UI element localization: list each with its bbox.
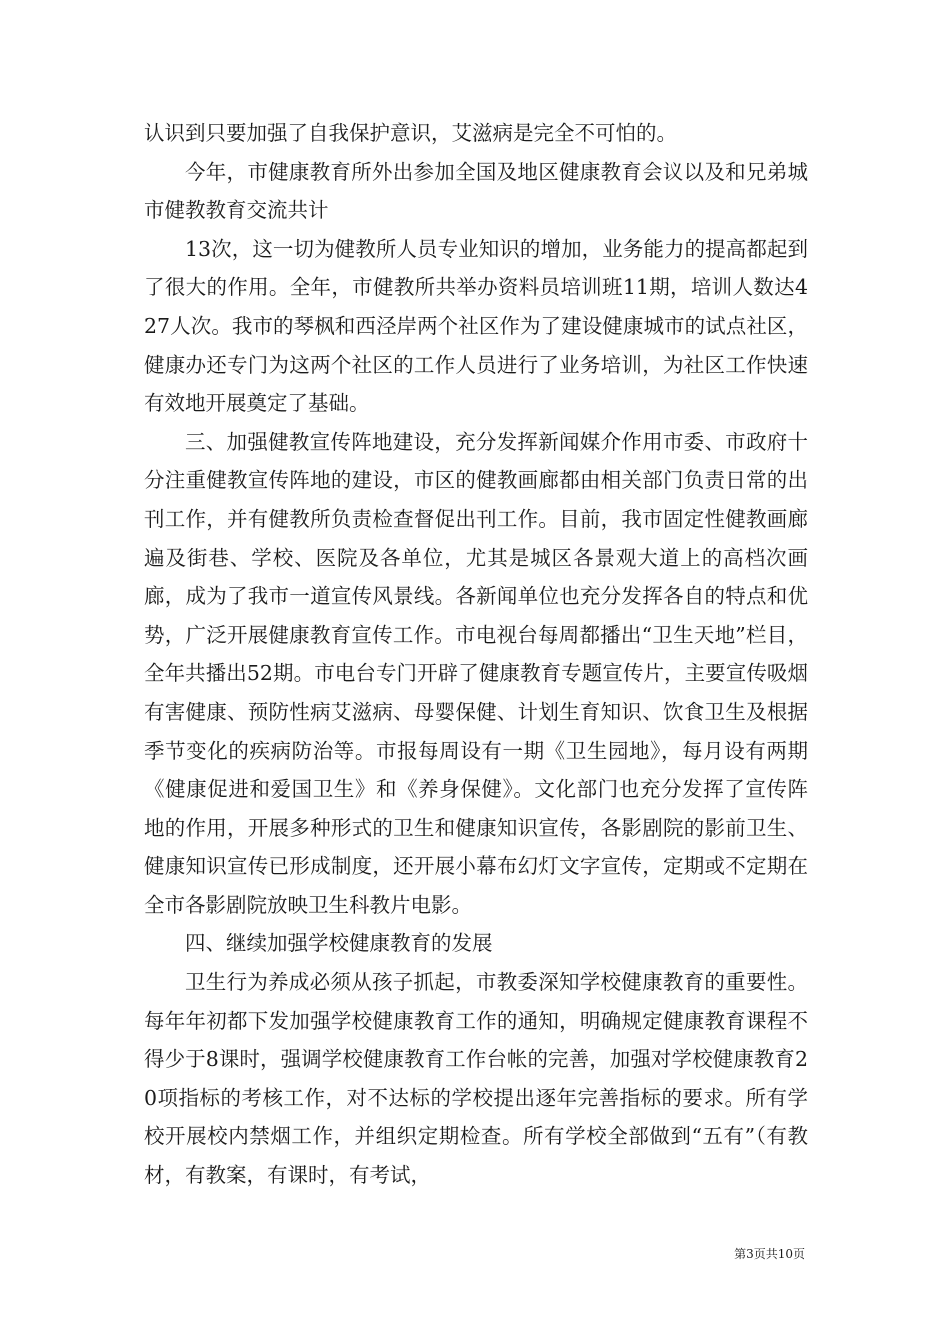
page-number: 第3页共10页	[734, 1247, 805, 1261]
section-heading-4: 四、继续加强学校健康教育的发展	[185, 931, 493, 956]
paragraph-5: 卫生行为养成必须从孩子抓起，市教委深知学校健康教育的重要性。每年年初都下发加强学校健康教育工作的通知，明确规定健康教育课程不得少于8课时，强调学校健康教育工作台帐的完善，加强对学校健康教育20项指标的考核工作，对不达标的学校提出逐年完善指标的要求。所有学校开展校内禁烟工作，并组织定期检查。所有学校全部做到“五有”（有教材，有教案，有课时，有考试，	[144, 970, 808, 1188]
paragraph-4: 三、加强健教宣传阵地建设，充分发挥新闻媒介作用市委、市政府十分注重健教宣传阵地的建设，市区的健教画廊都由相关部门负责日常的出刊工作，并有健教所负责检查督促出刊工作。目前，我市固定性健教画廊遍及街巷、学校、医院及各单位，尤其是城区各景观大道上的高档次画廊，成为了我市一道宣传风景线。各新闻单位也充分发挥各自的特点和优势，广泛开展健康教育宣传工作。市电视台每周都播出“卫生天地”栏目，全年共播出52期。市电台专门开辟了健康教育专题宣传片，主要宣传吸烟有害健康、预防性病艾滋病、母婴保健、计划生育知识、饮食卫生及根据季节变化的疾病防治等。市报每周设有一期《卫生园地》，每月设有两期《健康促进和爱国卫生》和《养身保健》。文化部门也充分发挥了宣传阵地的作用，开展多种形式的卫生和健康知识宣传，各影剧院的影前卫生、健康知识宣传已形成制度，还开展小幕布幻灯文字宣传，定期或不定期在全市各影剧院放映卫生科教片电影。	[144, 429, 808, 917]
paragraph-3: 13次，这一切为健教所人员专业知识的增加，业务能力的提高都起到了很大的作用。全年，市健教所共举办资料员培训班11期，培训人数达427人次。我市的琴枫和西泾岸两个社区作为了建设健康城市的试点社区，健康办还专门为这两个社区的工作人员进行了业务培训，为社区工作快速有效地开展奠定了基础。	[144, 236, 808, 416]
document-body	[144, 114, 808, 1195]
paragraph-2: 今年，市健康教育所外出参加全国及地区健康教育会议以及和兄弟城市健教教育交流共计	[144, 159, 808, 223]
paragraph-1: 认识到只要加强了自我保护意识，艾滋病是完全不可怕的。	[144, 121, 677, 145]
